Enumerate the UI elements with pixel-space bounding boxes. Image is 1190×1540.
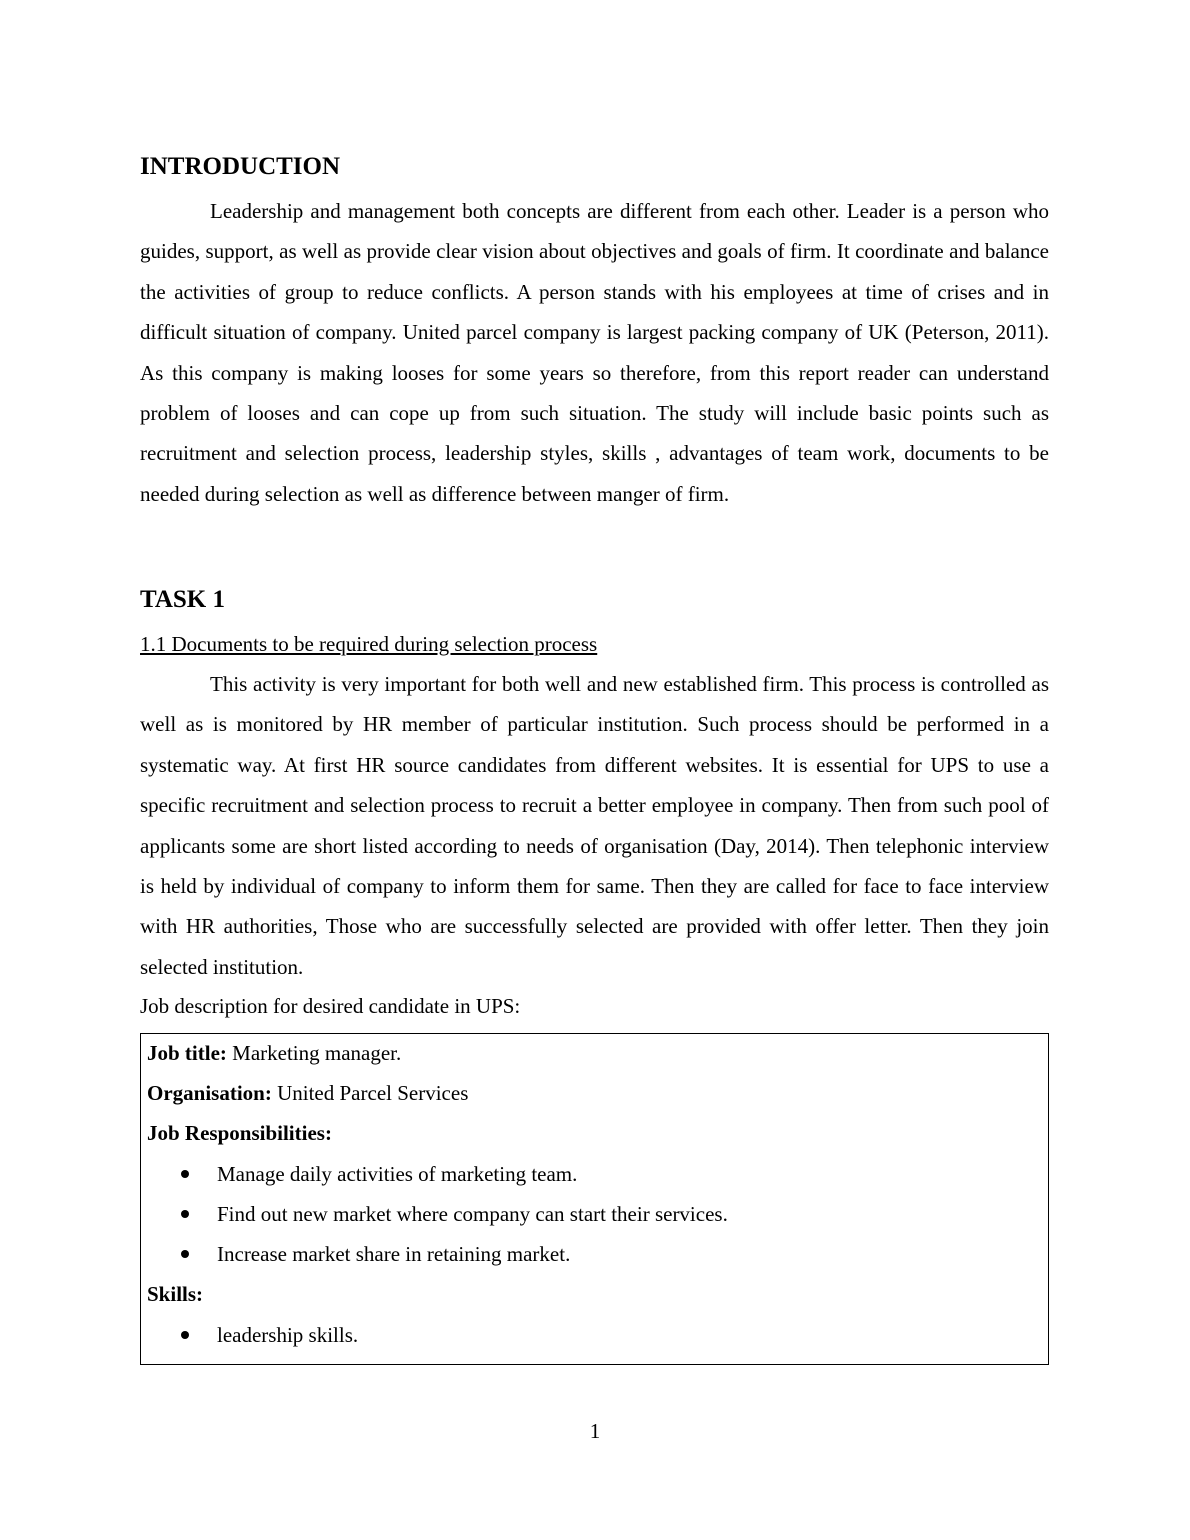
organisation-value: United Parcel Services xyxy=(271,1081,469,1105)
responsibility-text: Manage daily activities of marketing team. xyxy=(217,1162,578,1186)
responsibilities-line xyxy=(147,1120,332,1146)
skill-text: leadership skills. xyxy=(217,1323,359,1347)
job-title-value: Marketing manager. xyxy=(226,1041,402,1065)
bullet-icon xyxy=(181,1170,189,1178)
task1-heading: TASK 1 xyxy=(140,586,225,613)
page-number: 1 xyxy=(589,1419,601,1443)
skills-line xyxy=(147,1281,203,1307)
job-title-label: Job title: xyxy=(147,1041,227,1065)
organisation-line xyxy=(147,1080,468,1106)
bullet-icon xyxy=(181,1331,189,1339)
organisation-label: Organisation: xyxy=(147,1081,272,1105)
task1-paragraph: This activity is very important for both well and new established firm. This process is controlled as well as is monitored by HR member of particular institution. Such process should be performed in a systematic way. At first HR source candidates from different websites. It is essential for UPS to use a specific recruitment and selection process to recruit a better employee in company. Then from such pool of applicants some are short listed according to needs of organisation (Day, 2014). Then telephonic interview is held by individual of company to inform them for same. Then they are called for face to face interview with HR authorities, Those who are successfully selected are provided with offer letter. Then they join selected institution. xyxy=(140,672,1049,979)
introduction-paragraph: Leadership and management both concepts are different from each other. Leader is a person who guides, support, as well as provide clear vision about objectives and goals of firm. It coordinate and balance the activities of group to reduce conflicts. A person stands with his employees at time of crises and in difficult situation of company. United parcel company is largest packing company of UK (Peterson, 2011). As this company is making looses for some years so therefore, from this report reader can understand problem of looses and can cope up from such situation. The study will include basic points such as recruitment and selection process, leadership styles, skills , advantages of team work, documents to be needed during selection as well as difference between manger of firm. xyxy=(140,199,1049,506)
job-description-box xyxy=(140,1033,1049,1365)
bullet-icon xyxy=(181,1210,189,1218)
bullet-icon xyxy=(181,1250,189,1258)
job-title-line xyxy=(147,1040,401,1066)
responsibilities-label: Job Responsibilities: xyxy=(147,1121,332,1145)
responsibility-text: Find out new market where company can start their services. xyxy=(217,1202,728,1226)
skills-label: Skills: xyxy=(147,1282,204,1306)
responsibility-text: Increase market share in retaining market. xyxy=(217,1242,571,1266)
job-description-intro: Job description for desired candidate in UPS: xyxy=(140,994,521,1018)
task1-subheading: 1.1 Documents to be required during selection process xyxy=(140,632,598,656)
introduction-heading: INTRODUCTION xyxy=(140,153,341,180)
